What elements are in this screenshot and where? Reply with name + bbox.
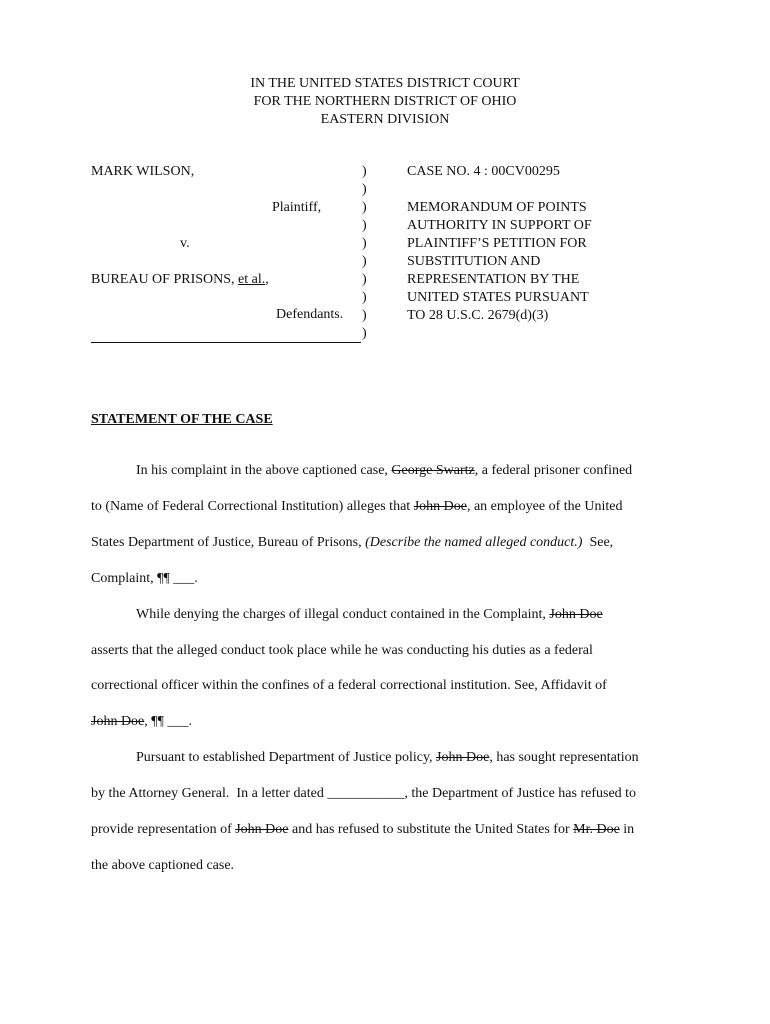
spacer [407, 181, 647, 199]
defendant-name: BUREAU OF PRISONS, [91, 272, 235, 287]
text-run: In his complaint in the above captioned case, [136, 463, 392, 478]
struck-name: John Doe [549, 607, 603, 622]
versus-label: v. [180, 236, 190, 251]
et-al: et al. [238, 272, 266, 287]
body-line: the above captioned case. [91, 858, 235, 873]
court-division: EASTERN DIVISION [320, 112, 450, 127]
paren: ) [362, 236, 367, 251]
struck-name: John Doe [235, 822, 289, 837]
body-line [91, 498, 622, 516]
court-header [0, 75, 770, 129]
text-run: , has sought representation [489, 750, 639, 765]
struck-name: John Doe [91, 714, 145, 729]
memo-title-line: MEMORANDUM OF POINTS [407, 200, 587, 215]
text-run: and has refused to substitute the United States for [288, 822, 574, 837]
plaintiff-role: Plaintiff, [272, 200, 322, 215]
case-number: CASE NO. 4 : 00CV00295 [407, 164, 560, 179]
body-line [91, 534, 613, 552]
defendant-comma: , [265, 272, 269, 287]
body-line [136, 749, 639, 767]
memo-title-line: PLAINTIFF’S PETITION FOR [407, 236, 587, 251]
text-run: While denying the charges of illegal conduct contained in the Complaint, [136, 607, 550, 622]
struck-name: John Doe [413, 499, 467, 514]
text-run: Pursuant to established Department of Justice policy, [136, 750, 437, 765]
text-run: , an employee of the United [466, 499, 623, 514]
text-run: See, [582, 535, 614, 550]
paren: ) [362, 218, 367, 233]
court-name: IN THE UNITED STATES DISTRICT COURT [250, 76, 520, 91]
body-line: asserts that the alleged conduct took place while he was conducting his duties as a federal [91, 643, 593, 658]
memo-title-line: UNITED STATES PURSUANT [407, 290, 589, 305]
paren: ) [362, 182, 367, 197]
italic-placeholder: (Describe the named alleged conduct.) [365, 535, 583, 550]
section-heading: STATEMENT OF THE CASE [91, 412, 273, 427]
paren: ) [362, 272, 367, 287]
body-line: correctional officer within the confines of a federal correctional institution. See, Affidavit of [91, 678, 607, 693]
paren: ) [362, 290, 367, 305]
body-line [91, 821, 634, 839]
plaintiff-name: MARK WILSON, [91, 164, 195, 179]
struck-name: John Doe [436, 750, 490, 765]
court-district: FOR THE NORTHERN DISTRICT OF OHIO [253, 94, 517, 109]
caption-right [407, 163, 647, 325]
struck-name: Mr. Doe [573, 822, 620, 837]
struck-name: George Swartz [391, 463, 475, 478]
paren: ) [362, 164, 367, 179]
paren: ) [362, 254, 367, 269]
defendant-role: Defendants. [276, 307, 344, 322]
memo-title-line: SUBSTITUTION AND [407, 254, 541, 269]
caption-rule [91, 342, 361, 343]
body-line: Complaint, ¶¶ ___. [91, 571, 198, 586]
paren: ) [362, 326, 367, 341]
memo-title-line: TO 28 U.S.C. 2679(d)(3) [407, 308, 549, 323]
defendant-name-line [91, 271, 269, 289]
body-line: by the Attorney General. In a letter dated ___________, the Department of Justice has refused to [91, 786, 637, 801]
text-run: in [619, 822, 635, 837]
text-run: provide representation of [91, 822, 236, 837]
body-line [136, 606, 603, 624]
body-line [136, 462, 632, 480]
paren: ) [362, 200, 367, 215]
text-run: , ¶¶ ___. [144, 714, 192, 729]
caption-parentheses [362, 163, 372, 343]
paren: ) [362, 308, 367, 323]
memo-title-line: REPRESENTATION BY THE [407, 272, 580, 287]
memo-title-line: AUTHORITY IN SUPPORT OF [407, 218, 592, 233]
body-line [91, 713, 192, 731]
text-run: to (Name of Federal Correctional Institution) alleges that [91, 499, 414, 514]
text-run: , a federal prisoner confined [474, 463, 633, 478]
text-run: States Department of Justice, Bureau of Prisons, [91, 535, 366, 550]
